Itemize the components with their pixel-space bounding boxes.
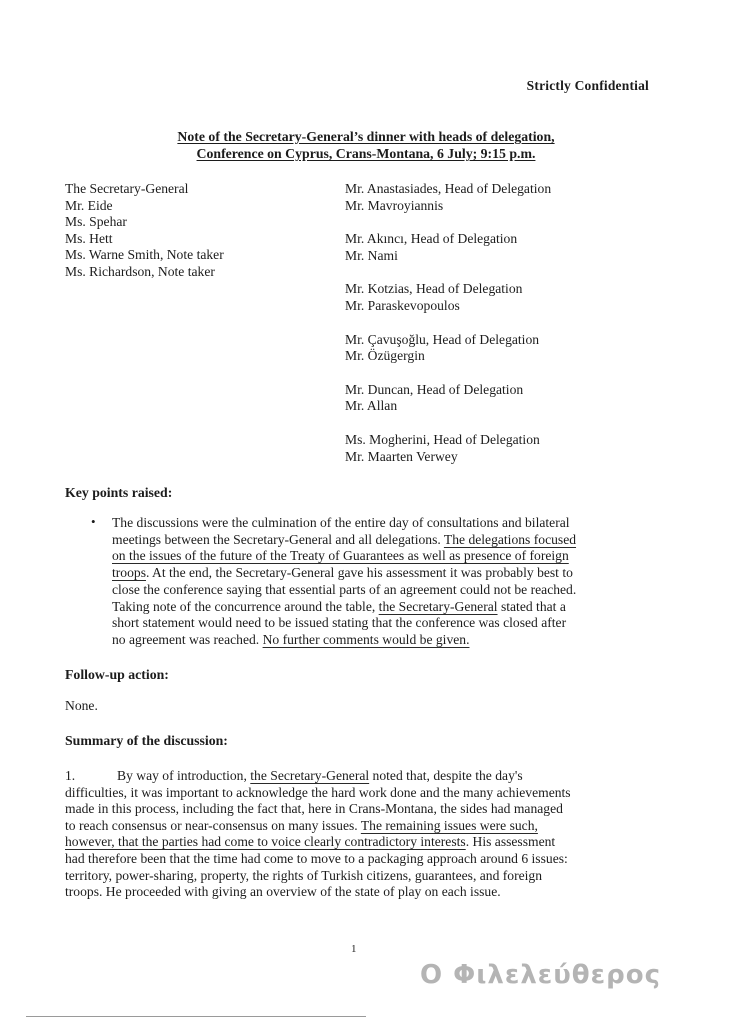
underlined-text: The remaining issues were such, (360, 817, 538, 833)
delegation-group (345, 181, 551, 214)
text-segment: . His assessment (465, 834, 556, 850)
text-segment: The discussions were the culmination of the entire day of consultations and bilateral (112, 515, 570, 530)
delegation-head: Mr. Kotzias, Head of Delegation (345, 281, 523, 297)
delegation-head: Mr. Duncan, Head of Delegation (345, 381, 524, 397)
delegation-head: Mr. Anastasiades, Head of Delegation (345, 181, 552, 196)
text-line (112, 565, 576, 582)
delegation-member: Mr. Nami (345, 247, 398, 263)
text-line (65, 801, 571, 818)
title-line-2: Conference on Cyprus, Crans-Montana, 6 July; 9:15 p.m. (196, 146, 536, 161)
text-line (112, 532, 576, 549)
attendee: Mr. Eide (65, 197, 113, 213)
text-line (65, 851, 571, 868)
text-line (112, 632, 576, 649)
text-segment: no agreement was reached. (112, 631, 263, 647)
underlined-text: however, that the parties had come to voice clearly contradictory interests (65, 834, 466, 850)
text-segment: stated that a (497, 598, 566, 614)
un-attendees-list (65, 181, 224, 281)
attendee: The Secretary-General (65, 181, 189, 196)
follow-up-heading: Follow-up action: (65, 667, 169, 682)
attendee: Ms. Hett (65, 230, 113, 246)
underlined-text: on the issues of the future of the Treaty of Guarantees as well as presence of foreign (112, 548, 569, 564)
key-points-heading: Key points raised: (65, 485, 173, 500)
delegation-group (345, 382, 551, 415)
delegation-group (345, 231, 551, 264)
underlined-text: No further comments would be given. (262, 631, 470, 647)
follow-up-text: None. (65, 698, 98, 713)
page-number: 1 (351, 943, 357, 955)
delegation-head: Ms. Mogherini, Head of Delegation (345, 431, 540, 447)
text-line (65, 868, 571, 885)
document-title (0, 128, 732, 162)
delegation-member: Mr. Mavroyiannis (345, 197, 444, 213)
text-line (112, 515, 576, 532)
text-line (112, 615, 576, 632)
attendee: Ms. Richardson, Note taker (65, 263, 215, 279)
delegation-head: Mr. Akıncı, Head of Delegation (345, 231, 518, 247)
delegations-list (345, 181, 551, 465)
delegation-head: Mr. Çavuşoğlu, Head of Delegation (345, 331, 540, 347)
text-segment: made in this process, including the fact that, here in Crans-Montana, the sides had managed (65, 801, 563, 817)
classification-label: Strictly Confidential (526, 78, 649, 93)
text-line (65, 785, 571, 802)
attendee: Ms. Warne Smith, Note taker (65, 247, 224, 263)
delegation-member: Mr. Paraskevopoulos (345, 297, 460, 313)
text-segment: . At the end, the Secretary-General gave his assessment it was probably best to (145, 565, 573, 581)
text-segment: had therefore been that the time had come to move to a packaging approach around 6 issues: (65, 850, 568, 866)
underlined-text: troops (112, 565, 146, 581)
text-segment: territory, power-sharing, property, the rights of Turkish citizens, guarantees, and foreign (65, 867, 543, 883)
footer-divider (26, 1016, 366, 1017)
text-segment: Taking note of the concurrence around the table, (112, 598, 379, 614)
delegation-member: Mr. Maarten Verwey (345, 448, 458, 464)
bullet-icon: • (91, 514, 96, 529)
delegation-member: Mr. Özügergin (345, 348, 425, 364)
watermark: Ο Φιλελεύθερος (420, 960, 662, 990)
paragraph-number: 1. (65, 768, 76, 783)
text-segment: difficulties, it was important to acknowledge the hard work done and the many achievements (65, 784, 571, 800)
key-points-paragraph (112, 515, 576, 649)
text-segment: short statement would need to be issued stating that the conference was closed after (112, 615, 567, 631)
delegation-group (345, 281, 551, 314)
text-line (65, 884, 571, 901)
text-line (65, 834, 571, 851)
delegation-member: Mr. Allan (345, 398, 398, 414)
underlined-text: The delegations focused (443, 531, 577, 547)
text-segment: close the conference saying that essential parts of an agreement could not be reached. (112, 581, 577, 597)
text-segment: to reach consensus or near-consensus on many issues. (65, 817, 361, 833)
text-line (112, 548, 576, 565)
text-segment: By way of introduction, (117, 768, 251, 783)
underlined-text: the Secretary-General (250, 768, 370, 783)
text-segment: noted that, despite the day's (369, 768, 523, 783)
text-segment: meetings between the Secretary-General and all delegations. (112, 531, 444, 547)
title-line-1: Note of the Secretary-General’s dinner with heads of delegation, (177, 129, 555, 144)
text-line (112, 599, 576, 616)
summary-paragraph (65, 768, 571, 901)
attendee: Ms. Spehar (65, 214, 127, 230)
text-line (112, 582, 576, 599)
underlined-text: the Secretary-General (378, 598, 498, 614)
delegation-group (345, 432, 551, 465)
delegation-group (345, 332, 551, 365)
text-line (65, 768, 571, 785)
text-segment: troops. He proceeded with giving an overview of the state of play on each issue. (65, 884, 501, 900)
text-line (65, 818, 571, 835)
summary-heading: Summary of the discussion: (65, 733, 228, 748)
